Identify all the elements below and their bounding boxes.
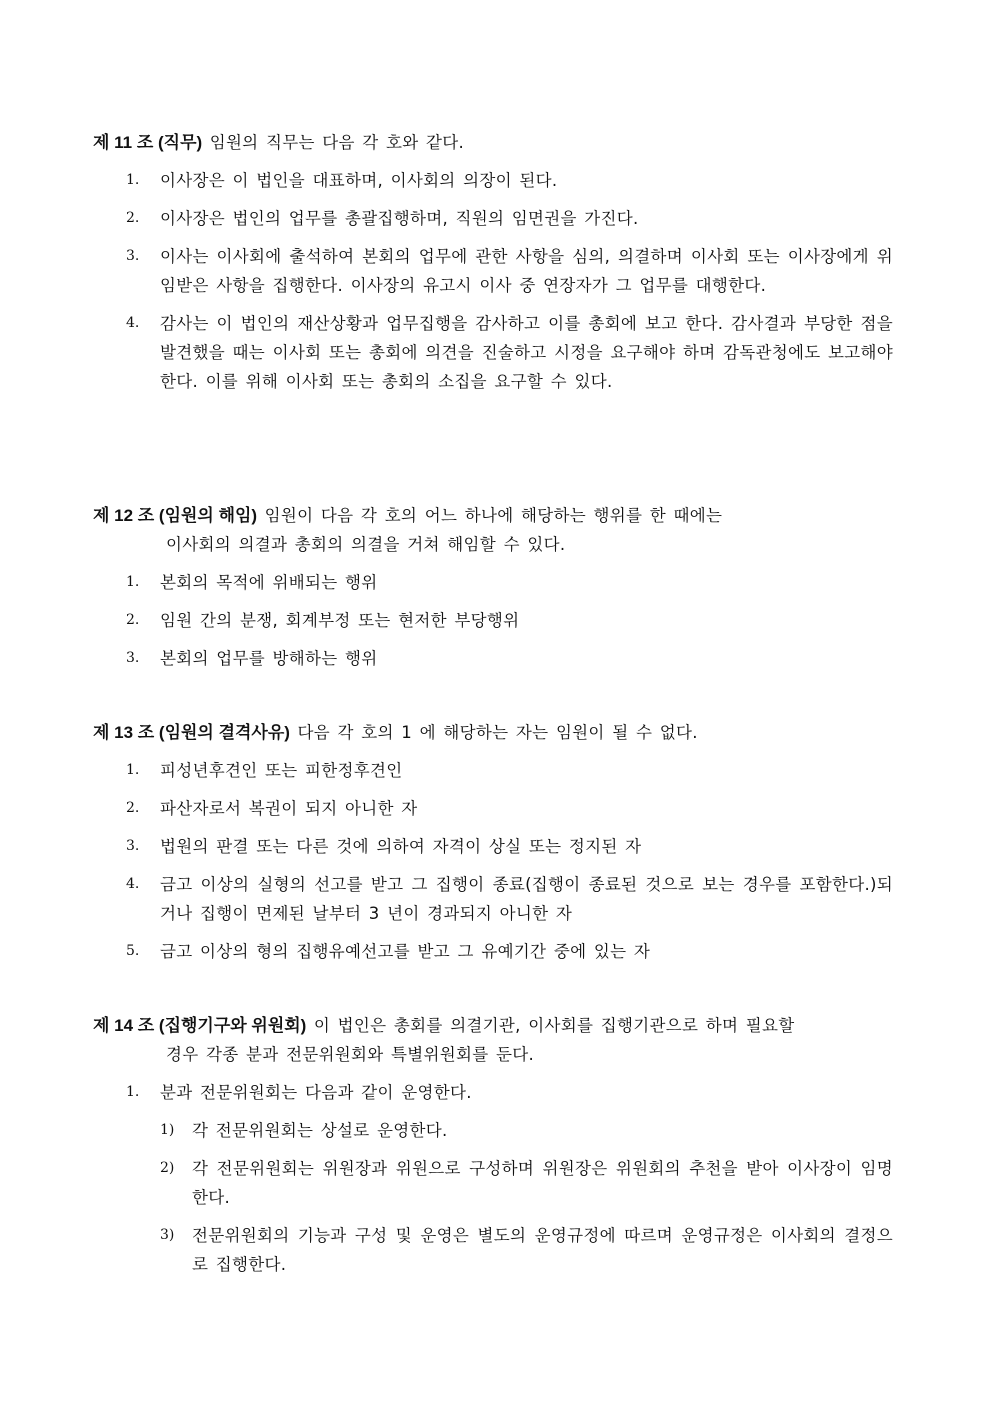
item-text: 금고 이상의 형의 집행유예선고를 받고 그 유예기간 중에 있는 자 (160, 942, 651, 961)
item-number: 3. (126, 650, 140, 666)
article-intro: 다음 각 호의 1 에 해당하는 자는 임원이 될 수 없다. (297, 723, 698, 742)
article-14 (93, 1011, 893, 1288)
list-item (93, 832, 893, 861)
item-list (93, 1078, 893, 1107)
list-item (93, 644, 893, 673)
item-text: 이사는 이사회에 출석하여 본회의 업무에 관한 사항을 심의, 의결하며 이사회 또는 이사장에게 위임받은 사항을 집행한다. 이사장의 유고시 이사 중 연장자가 그 업무를 대행한다. (160, 247, 893, 295)
list-subitem (93, 1154, 893, 1212)
list-item (93, 309, 893, 396)
item-text: 피성년후견인 또는 피한정후견인 (160, 761, 403, 780)
article-title: 제 14 조 (집행기구와 위원회) (93, 1016, 307, 1035)
article-heading (93, 128, 893, 157)
article-title: 제 13 조 (임원의 결격사유) (93, 723, 290, 742)
item-number: 2. (126, 210, 140, 226)
item-text: 금고 이상의 실형의 선고를 받고 그 집행이 종료(집행이 종료된 것으로 보는 경우를 포함한다.)되거나 집행이 면제된 날부터 3 년이 경과되지 아니한 자 (160, 875, 893, 923)
list-subitem (93, 1221, 893, 1279)
item-number: 1. (126, 172, 140, 188)
item-text: 본회의 목적에 위배되는 행위 (160, 573, 378, 592)
item-list (93, 756, 893, 966)
item-number: 4. (126, 876, 140, 892)
item-number: 2. (126, 612, 140, 628)
subitem-text: 전문위원회의 기능과 구성 및 운영은 별도의 운영규정에 따르며 운영규정은 이사회의 결정으로 집행한다. (192, 1226, 893, 1274)
subitem-number: 3) (160, 1227, 175, 1243)
article-13 (93, 718, 893, 975)
list-item (93, 606, 893, 635)
subitem-number: 2) (160, 1160, 175, 1176)
list-item (93, 756, 893, 785)
item-text: 임원 간의 분쟁, 회계부정 또는 현저한 부당행위 (160, 611, 520, 630)
article-11 (93, 128, 893, 405)
item-list (93, 166, 893, 396)
item-number: 1. (126, 1084, 140, 1100)
item-text: 본회의 업무를 방해하는 행위 (160, 649, 378, 668)
item-text: 감사는 이 법인의 재산상황과 업무집행을 감사하고 이를 총회에 보고 한다. 감사결과 부당한 점을 발견했을 때는 이사회 또는 총회에 의견을 진술하고 시정을 요구해야 하며 감독관청에도 보고해야 한다. 이를 위해 이사회 또는 총회의 소집을 요구할 수 있다. (160, 314, 893, 391)
subitem-list (93, 1116, 893, 1279)
article-heading (93, 501, 893, 559)
item-number: 1. (126, 574, 140, 590)
list-item (93, 1078, 893, 1107)
article-heading (93, 718, 893, 747)
list-item (93, 937, 893, 966)
article-intro-continued: 경우 각종 분과 전문위원회와 특별위원회를 둔다. (166, 1045, 535, 1064)
article-intro: 이 법인은 총회를 의결기관, 이사회를 집행기관으로 하며 필요할 (313, 1016, 795, 1035)
item-number: 2. (126, 800, 140, 816)
list-item (93, 870, 893, 928)
item-text: 법원의 판결 또는 다른 것에 의하여 자격이 상실 또는 정지된 자 (160, 837, 642, 856)
article-12 (93, 501, 893, 682)
list-item (93, 242, 893, 300)
item-list (93, 568, 893, 673)
item-number: 4. (126, 315, 140, 331)
item-text: 이사장은 법인의 업무를 총괄집행하며, 직원의 임면권을 가진다. (160, 209, 639, 228)
article-title: 제 11 조 (직무) (93, 133, 203, 152)
list-item (93, 166, 893, 195)
list-subitem (93, 1116, 893, 1145)
list-item (93, 794, 893, 823)
item-number: 3. (126, 838, 140, 854)
list-item (93, 204, 893, 233)
item-text: 파산자로서 복권이 되지 아니한 자 (160, 799, 418, 818)
article-intro-continued: 이사회의 의결과 총회의 의결을 거쳐 해임할 수 있다. (166, 535, 566, 554)
item-number: 1. (126, 762, 140, 778)
item-text: 분과 전문위원회는 다음과 같이 운영한다. (160, 1083, 472, 1102)
article-heading (93, 1011, 893, 1069)
article-intro: 임원의 직무는 다음 각 호와 같다. (209, 133, 465, 152)
item-number: 5. (126, 943, 140, 959)
article-title: 제 12 조 (임원의 해임) (93, 506, 258, 525)
article-intro: 임원이 다음 각 호의 어느 하나에 해당하는 행위를 한 때에는 (264, 506, 723, 525)
item-text: 이사장은 이 법인을 대표하며, 이사회의 의장이 된다. (160, 171, 558, 190)
list-item (93, 568, 893, 597)
subitem-text: 각 전문위원회는 상설로 운영한다. (192, 1121, 448, 1140)
subitem-number: 1) (160, 1122, 175, 1138)
subitem-text: 각 전문위원회는 위원장과 위원으로 구성하며 위원장은 위원회의 추천을 받아 이사장이 임명한다. (192, 1159, 893, 1207)
item-number: 3. (126, 248, 140, 264)
